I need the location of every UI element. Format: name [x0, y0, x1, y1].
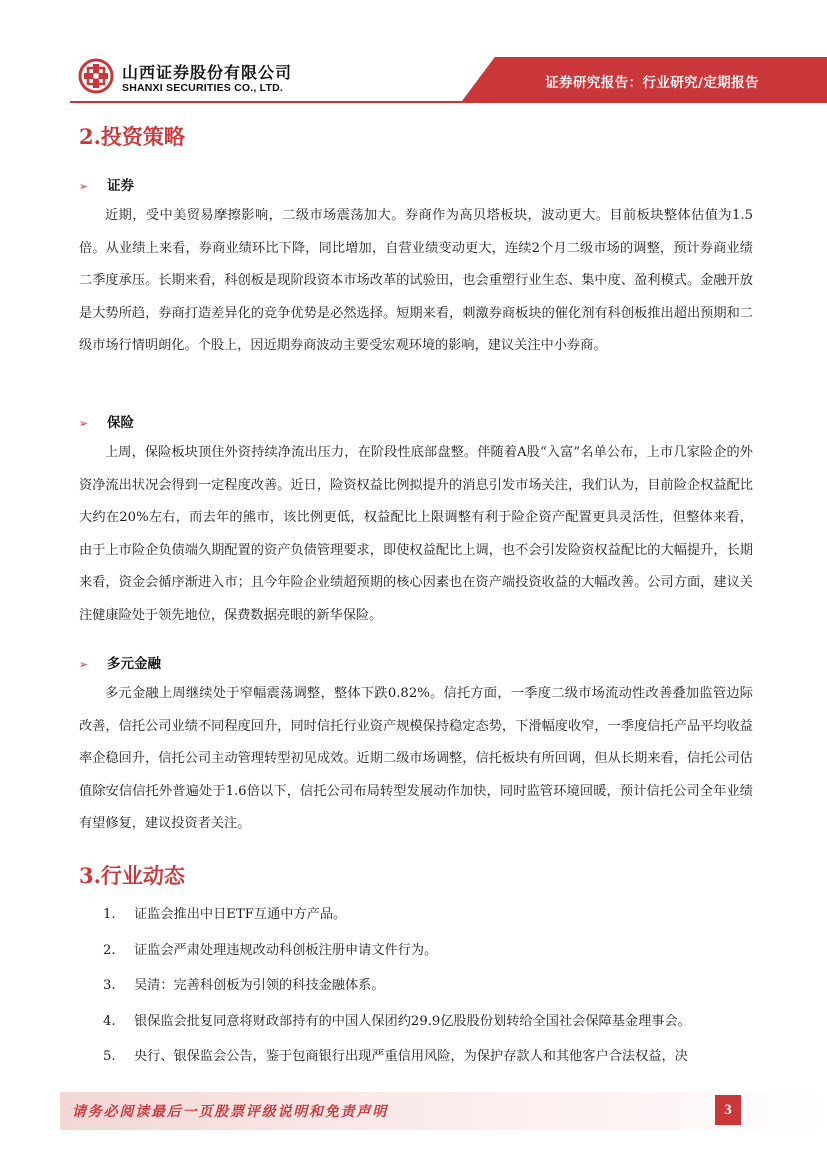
company-name-en: SHANXI SECURITIES CO., LTD.: [122, 82, 283, 94]
arrow-bullet-icon: ➢: [79, 417, 89, 430]
list-item-number: 5.: [103, 1049, 116, 1065]
shanxi-securities-logo-icon: [78, 58, 114, 94]
industry-news-list: [103, 903, 763, 1081]
list-item: [103, 1045, 763, 1081]
report-type-label: 证券研究报告：行业研究/定期报告: [545, 75, 759, 91]
paragraph-insurance: 上周，保险板块顶住外资持续净流出压力，在阶段性底部盘整。伴随着A股“入富”名单公布，上市几家险企的外资净流出状况会得到一定程度改善。近日，险资权益比例拟提升的消息引发市场关注，我们认为，目前险企权益配比大约在20%左右，而去年的熊市，该比例更低，权益配比上限调整有利于险企资产配置更具灵活性，但整体来看，由于上市险企负债端久期配置的资产负债管理要求，即使权益配比上调，也不会引发险资权益配比的大幅提升，长期来看，资金会循序渐进入市；且今年险企业绩超预期的核心因素也在资产端投资收益的大幅改善。公司方面，建议关注健康险处于领先地位，保费数据亮眼的新华保险。: [79, 445, 753, 623]
list-item-text: 证监会推出中日ETF互通中方产品。: [134, 907, 347, 922]
paragraph-securities: 近期，受中美贸易摩擦影响，二级市场震荡加大。券商作为高贝塔板块，波动更大。目前板块整体估值为1.5倍。从业绩上来看，券商业绩环比下降，同比增加，自营业绩变动更大，连续2个月二级市场的调整，预计券商业绩二季度承压。长期来看，科创板是现阶段资本市场改革的试验田，也会重塑行业生态、集中度、盈利模式。金融开放是大势所趋，券商打造差异化的竞争优势是必然选择。短期来看，刺激券商板块的催化剂有科创板推出超出预期和二级市场行情明朗化。个股上，因近期券商波动主要受宏观环境的影响，建议关注中小券商。: [79, 208, 753, 354]
page-number: 3: [715, 1095, 741, 1125]
list-item: [103, 974, 763, 1010]
footer-disclaimer: 请务必阅读最后一页股票评级说明和免责声明: [72, 1104, 388, 1120]
subsection-title-text: 保险: [107, 415, 134, 431]
list-item-text: 证监会严肃处理违规改动科创板注册申请文件行为。: [134, 942, 438, 958]
list-item-number: 2.: [103, 942, 116, 958]
arrow-bullet-icon: ➢: [79, 180, 89, 193]
paragraph-diversified-finance: 多元金融上周继续处于窄幅震荡调整，整体下跌0.82%。信托方面，一季度二级市场流动性改善叠加监管边际改善，信托公司业绩不同程度回升，同时信托行业资产规模保持稳定态势，下滑幅度收窄，一季度信托产品平均收益率企稳回升，信托公司主动管理转型初见成效。近期二级市场调整，信托板块有所回调，但从长期来看，信托公司估值除安信信托外普遍处于1.6倍以下，信托公司布局转型发展动作加快，同时监管环境回暖，预计信托公司全年业绩有望修复，建议投资者关注。: [79, 686, 753, 832]
list-item: [103, 939, 763, 975]
subsection-title-text: 证券: [107, 178, 134, 194]
header-divider: [70, 101, 827, 103]
list-item: [103, 903, 763, 939]
subsection-title-securities: [79, 174, 134, 194]
subsection-title-diversified-finance: [79, 652, 161, 672]
list-item-text: 吴清：完善科创板为引领的科技金融体系。: [134, 978, 385, 994]
page-header: [0, 0, 827, 102]
list-item-text: 央行、银保监会公告，鉴于包商银行出现严重信用风险，为保护存款人和其他客户合法权益，决: [134, 1049, 688, 1065]
section-title-industry-news: 3.行业动态: [79, 863, 185, 888]
subsection-title-insurance: [79, 411, 134, 431]
list-item-text: 银保监会批复同意将财政部持有的中国人保团约29.9亿股股份划转给全国社会保障基金理事会。: [134, 1013, 691, 1029]
list-item-number: 3.: [103, 978, 116, 994]
section-title-investment-strategy: 2.投资策略: [79, 124, 185, 149]
list-item: [103, 1010, 763, 1046]
company-name-cn: 山西证券股份有限公司: [122, 63, 293, 82]
arrow-bullet-icon: ➢: [79, 658, 89, 671]
subsection-title-text: 多元金融: [107, 656, 161, 672]
list-item-number: 4.: [103, 1013, 116, 1029]
list-item-number: 1.: [103, 907, 116, 922]
